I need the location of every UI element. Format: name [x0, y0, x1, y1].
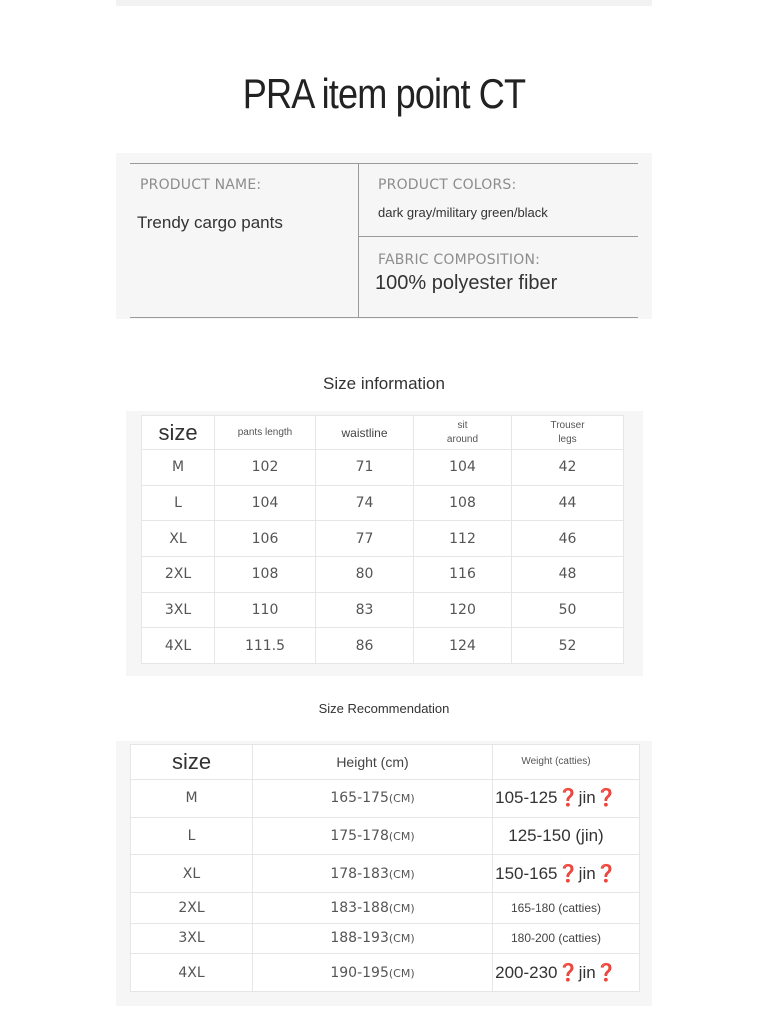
- measurement-cell: 48: [512, 556, 624, 592]
- size-cell: 3XL: [142, 592, 215, 628]
- height-unit: (CM): [388, 966, 415, 980]
- height-cell: [253, 817, 493, 855]
- size-cell: L: [131, 817, 253, 855]
- size-cell: XL: [142, 521, 215, 557]
- height-value: 190-195: [330, 964, 389, 981]
- col-header-size: size: [142, 416, 215, 450]
- measurement-cell: 120: [414, 592, 512, 628]
- size-cell: 4XL: [131, 954, 253, 992]
- height-value: 175-178: [330, 828, 389, 845]
- height-value: 165-175: [330, 790, 389, 807]
- measurement-cell: 108: [414, 485, 512, 521]
- measurement-cell: 50: [512, 592, 624, 628]
- measurement-cell: 71: [316, 450, 414, 486]
- info-right-divider: [358, 236, 638, 237]
- fabric-composition-value: 100% polyester fiber: [375, 272, 558, 294]
- table-row: [142, 628, 624, 664]
- height-value: 188-193: [330, 930, 389, 947]
- height-cell: [253, 923, 493, 954]
- size-recommendation-table: [130, 744, 640, 992]
- table-row: [142, 556, 624, 592]
- measurement-cell: 80: [316, 556, 414, 592]
- measurement-cell: 111.5: [215, 628, 316, 664]
- reco-col-header-height: Height (cm): [253, 745, 493, 780]
- measurement-cell: 108: [215, 556, 316, 592]
- height-unit: (CM): [388, 901, 415, 915]
- measurement-cell: 106: [215, 521, 316, 557]
- table-row: [142, 485, 624, 521]
- measurement-cell: 104: [414, 450, 512, 486]
- size-information-panel: [126, 411, 643, 676]
- product-colors-value: dark gray/military green/black: [378, 205, 548, 220]
- measurement-cell: 110: [215, 592, 316, 628]
- page-title: PRA item point CT: [242, 70, 526, 117]
- col-header-sit-around: sit around: [414, 416, 512, 450]
- measurement-cell: 46: [512, 521, 624, 557]
- top-divider-strip: [116, 0, 652, 6]
- weight-cell: 180-200 (catties): [493, 923, 640, 954]
- product-name-label: PRODUCT NAME:: [140, 177, 262, 193]
- col-header-pants-length: pants length: [215, 416, 316, 450]
- size-cell: M: [131, 780, 253, 818]
- height-unit: (CM): [388, 867, 415, 881]
- table-row: [142, 521, 624, 557]
- table-row: [142, 450, 624, 486]
- height-cell: [253, 954, 493, 992]
- size-cell: 4XL: [142, 628, 215, 664]
- table-row: [142, 592, 624, 628]
- table-row: [131, 954, 640, 992]
- measurement-cell: 42: [512, 450, 624, 486]
- reco-col-header-weight: Weight (catties): [493, 745, 640, 780]
- measurement-cell: 44: [512, 485, 624, 521]
- height-unit: (CM): [388, 792, 415, 806]
- size-recommendation-panel: [116, 741, 652, 1006]
- table-row: [131, 817, 640, 855]
- measurement-cell: 83: [316, 592, 414, 628]
- product-info-panel: [116, 153, 652, 319]
- size-recommendation-title: Size Recommendation: [318, 701, 450, 716]
- weight-cell: 150-165❓jin❓: [493, 855, 640, 893]
- product-name-value: Trendy cargo pants: [137, 213, 283, 232]
- table-row: [131, 780, 640, 818]
- size-cell: L: [142, 485, 215, 521]
- measurement-cell: 52: [512, 628, 624, 664]
- height-unit: (CM): [388, 830, 415, 844]
- height-cell: [253, 855, 493, 893]
- measurement-cell: 74: [316, 485, 414, 521]
- measurement-cell: 124: [414, 628, 512, 664]
- size-cell: 2XL: [142, 556, 215, 592]
- info-center-divider: [358, 163, 359, 318]
- height-unit: (CM): [388, 932, 415, 946]
- size-information-table: [141, 415, 624, 664]
- measurement-cell: 104: [215, 485, 316, 521]
- info-top-rule: [130, 163, 638, 164]
- measurement-cell: 112: [414, 521, 512, 557]
- height-value: 178-183: [330, 865, 389, 882]
- weight-cell: 105-125❓jin❓: [493, 780, 640, 818]
- col-header-waistline: waistline: [316, 416, 414, 450]
- table-row: [131, 893, 640, 924]
- info-bottom-rule: [130, 317, 638, 318]
- measurement-cell: 86: [316, 628, 414, 664]
- measurement-cell: 102: [215, 450, 316, 486]
- table-row: [131, 855, 640, 893]
- weight-cell: 200-230❓jin❓: [493, 954, 640, 992]
- height-cell: [253, 780, 493, 818]
- weight-cell: 125-150 (jin): [493, 817, 640, 855]
- size-cell: M: [142, 450, 215, 486]
- size-cell: XL: [131, 855, 253, 893]
- product-colors-label: PRODUCT COLORS:: [378, 177, 517, 193]
- col-header-trouser-legs: Trouser legs: [512, 416, 624, 450]
- height-cell: [253, 893, 493, 924]
- height-value: 183-188: [330, 899, 389, 916]
- table-row: [131, 923, 640, 954]
- size-cell: 2XL: [131, 893, 253, 924]
- size-cell: 3XL: [131, 923, 253, 954]
- measurement-cell: 77: [316, 521, 414, 557]
- weight-cell: 165-180 (catties): [493, 893, 640, 924]
- size-information-title: Size information: [323, 374, 445, 393]
- fabric-composition-label: FABRIC COMPOSITION:: [378, 252, 541, 268]
- reco-col-header-size: size: [131, 745, 253, 780]
- measurement-cell: 116: [414, 556, 512, 592]
